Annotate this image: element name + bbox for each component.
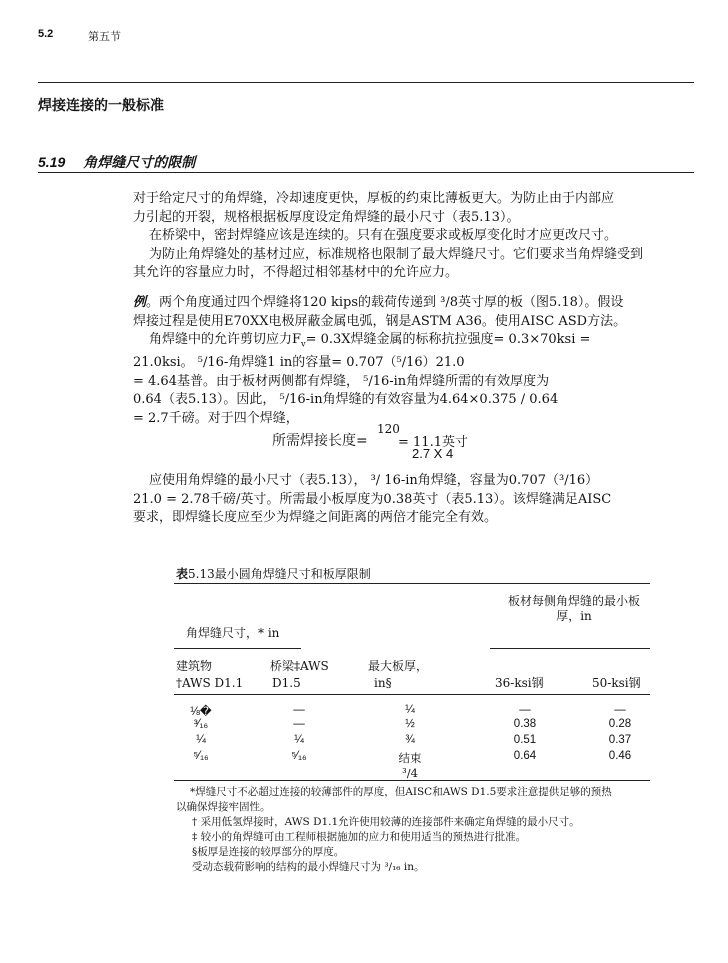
p2-text: 在桥梁中，密封焊缝应该是连续的。只有在强度要求或板厚变化时才应更改尺寸。 xyxy=(149,228,618,243)
formula-numerator: 120 xyxy=(377,422,400,436)
table-cell: 0.38 xyxy=(513,718,537,730)
table-cell: ³⁄₁₆ xyxy=(193,718,209,730)
example-label: 例 xyxy=(133,294,147,309)
table-cell: 0.37 xyxy=(608,734,632,746)
table-sub-rule-left xyxy=(174,648,301,649)
concl-line1 xyxy=(133,472,695,491)
col-building-line1: 建筑物 xyxy=(176,659,213,673)
col-building xyxy=(176,658,243,692)
header-weld-size: 角焊缝尺寸，* in xyxy=(186,626,280,640)
col-max-plate-line1: 最大板厚， xyxy=(368,659,429,673)
table-sub-rule-right xyxy=(490,648,650,649)
table-header-rule xyxy=(174,694,650,695)
col-max-plate-line2: in§ xyxy=(374,676,392,690)
col-bridge-line2: D1.5 xyxy=(272,676,301,690)
table-cell: 0.51 xyxy=(513,734,537,746)
table-cell: ⁵⁄₁₆ xyxy=(291,750,307,762)
table-cell: 0.46 xyxy=(608,750,632,762)
chapter-heading: 焊接连接的一般标准 xyxy=(38,97,164,113)
col-max-plate xyxy=(368,658,428,692)
formula-result: = 11.1英寸 xyxy=(398,435,468,450)
ex-text-1: 。两个角度通过四个焊缝将120 kips的载荷传递到 ³/8英寸厚的板（图5.18）。假设 xyxy=(146,295,624,310)
subsection-number: 5.19 xyxy=(38,154,66,170)
ex-line1 xyxy=(133,293,695,313)
header-plate-line1: 板材每侧角焊缝的最小板 xyxy=(507,594,640,608)
example-block xyxy=(133,293,695,428)
table-cell: ¼ xyxy=(294,734,304,746)
note-1b: 以确保焊接牢固性。 xyxy=(176,801,271,813)
section-number: 5.2 xyxy=(38,28,54,40)
ex-text-3b: = 0.3X焊缝金属的标称抗拉强度= 0.3×70ksi = xyxy=(305,332,591,347)
ex-text-3a: 角焊缝中的允许剪切应力F xyxy=(149,332,302,347)
subsection-title: 角焊缝尺寸的限制 xyxy=(83,154,196,170)
header-rule xyxy=(38,82,694,83)
note-5: 受动态载荷影响的结构的最小焊缝尺寸为 ³/₁₆ in。 xyxy=(192,861,425,873)
table-cell: ¾ xyxy=(405,734,415,746)
table-cell: — xyxy=(614,704,626,716)
table-cell: ½ xyxy=(405,718,415,730)
header-plate-line2: 厚，in xyxy=(556,609,592,623)
formula-denominator: 2.7 X 4 xyxy=(412,446,454,461)
table-title xyxy=(176,565,371,582)
table-cell: ⁵⁄₁₆ xyxy=(193,750,209,762)
table-cell: — xyxy=(519,704,531,716)
col-36ksi: 36-ksi钢 xyxy=(495,676,544,690)
table-cell: — xyxy=(293,718,305,730)
col-bridge xyxy=(270,658,329,692)
header-plate-thickness xyxy=(490,594,658,624)
table-top-rule xyxy=(174,583,650,584)
table-cell: 0.28 xyxy=(608,718,632,730)
col-building-line2: †AWS D1.1 xyxy=(176,676,244,690)
table-title-bold: 表 xyxy=(176,567,189,581)
subsection-heading xyxy=(38,152,195,172)
concl-line3: 要求，即焊缝长度应至少为焊缝之间距离的两倍才能完全有效。 xyxy=(133,510,498,525)
ex-line5: = 4.64基普。由于板材两侧都有焊缝， ⁵/16-in角焊缝所需的有效厚度为 xyxy=(133,373,550,389)
ex-line2: 焊接过程是使用E70XX电极屏蔽金属电弧，钢是ASTM A36。使用AISC ASD方法。 xyxy=(133,313,627,329)
note-3: ‡ 较小的角焊缝可由工程师根据施加的应力和使用适当的预热进行批准。 xyxy=(192,831,527,843)
table-cell: ¼ xyxy=(196,734,206,746)
col-bridge-line1: 桥梁‡AWS xyxy=(270,659,329,673)
note-2: † 采用低氢焊接时，AWS D1.1允许使用较薄的连接部件来确定角焊缝的最小尺寸。 xyxy=(192,816,580,828)
table-cell: ¼ xyxy=(405,704,415,716)
p1-line1: 对于给定尺寸的角焊缝，冷却速度更快，厚板的约束比薄板更大。为防止由于内部应 xyxy=(133,191,615,206)
table-cell-extra: ³/4 xyxy=(402,766,418,780)
table-cell: 结束 xyxy=(398,751,422,765)
paragraph-1 xyxy=(133,190,695,283)
ex-line7: = 2.7千磅。对于四个焊缝， xyxy=(133,410,299,426)
p2-line xyxy=(133,227,695,246)
subsection-rule xyxy=(38,172,694,173)
p1-line2: 力引起的开裂，规格根据板厚度设定角焊缝的最小尺寸（表5.13）。 xyxy=(133,209,520,225)
section-name: 第五节 xyxy=(88,30,121,43)
p3-text-a: 为防止角焊缝处的基材过应，标准规格也限制了最大焊缝尺寸。它们要求当角焊缝受到 xyxy=(149,246,644,262)
note-4: §板厚是连接的较厚部分的厚度。 xyxy=(192,846,345,858)
table-cell: ⅛� xyxy=(190,706,212,718)
conclusion-block xyxy=(133,472,695,528)
ex-line3 xyxy=(133,331,695,354)
p3-line1 xyxy=(133,246,695,265)
col-50ksi: 50-ksi钢 xyxy=(592,676,641,690)
table-bottom-rule xyxy=(174,780,650,781)
formula-label: 所需焊接长度= xyxy=(272,433,368,449)
table-cell: — xyxy=(293,704,305,716)
table-cell: 0.64 xyxy=(513,750,537,762)
ex-line6: 0.64（表5.13）。因此， ⁵/16-in角焊缝的有效容量为4.64×0.375 / 0.64 xyxy=(133,392,559,408)
concl-text-1: 应使用角焊缝的最小尺寸（表5.13）， ³/ 16-in角焊缝，容量为0.707（³/16） xyxy=(149,473,599,488)
concl-line2: 21.0 = 2.78千磅/英寸。所需最小板厚度为0.38英寸（表5.13）。该焊缝满足AISC xyxy=(133,491,612,507)
table-title-rest: 5.13最小圆角焊缝尺寸和板厚限制 xyxy=(188,567,371,581)
p3-line2: 其允许的容量应力时，不得超过相邻基材中的允许应力。 xyxy=(133,265,459,280)
note-1a: *焊缝尺寸不必超过连接的较薄部件的厚度，但AISC和AWS D1.5要求注意提供足够的预热 xyxy=(190,786,612,798)
ex-line4: 21.0ksi。 ⁵/16-角焊缝1 in的容量= 0.707（⁵/16）21.0 xyxy=(133,355,465,371)
ex-sub-v: v xyxy=(301,339,306,349)
